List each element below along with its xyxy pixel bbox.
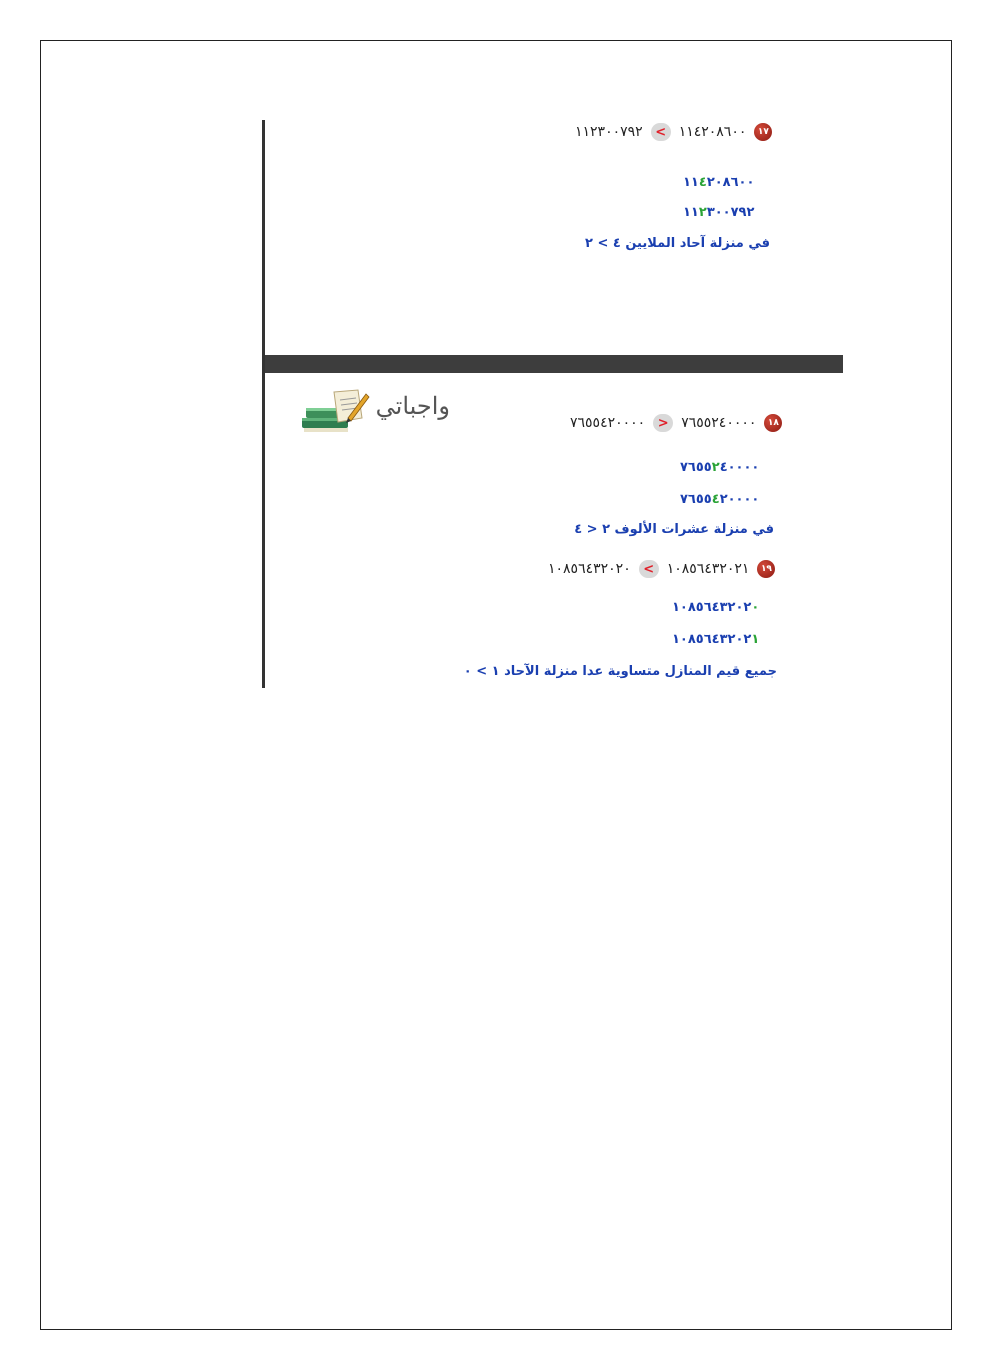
problem-19-aligned-number-2 (672, 632, 759, 647)
homework-logo (300, 388, 450, 434)
highlight-digit: ٤ (711, 492, 720, 507)
problem-18-comparison (570, 414, 782, 432)
digits-part: ١١ (683, 205, 699, 220)
problem-19-explanation: جميع قيم المنازل متساوية عدا منزلة الآحاد ١ > ٠ (463, 664, 777, 679)
problem-17-comparison (575, 123, 772, 141)
digits-part: ٢٠٨٦٠٠ (706, 175, 755, 190)
problem-17-explanation: في منزلة آحاد الملايين ٤ > ٢ (585, 236, 770, 251)
highlight-digit: ٢ (698, 205, 707, 220)
highlight-digit: ٠ (751, 600, 760, 615)
highlight-digit: ٤ (698, 175, 707, 190)
problem-18-comparison-symbol: > (653, 414, 673, 432)
page-border (40, 40, 952, 1330)
problem-17-aligned-number-2 (683, 205, 754, 220)
problem-17-comparison-symbol: < (651, 123, 671, 141)
problem-18-right-number: ٧٦٥٥٢٤٠٠٠٠ (681, 415, 757, 431)
digits-part: ٣٠٠٧٩٢ (706, 205, 755, 220)
problem-17-left-number: ١١٢٣٠٠٧٩٢ (575, 124, 643, 140)
problem-17-number-badge: ١٧ (754, 123, 772, 141)
problem-17-right-number: ١١٤٢٠٨٦٠٠ (678, 124, 747, 140)
problem-18-number-badge: ١٨ (764, 414, 782, 432)
homework-logo-text: واجباتي (375, 392, 450, 420)
digits-part: ١١ (683, 175, 699, 190)
problem-19-right-number: ١٠٨٥٦٤٣٢٠٢١ (666, 561, 750, 577)
digits-part: ٤٠٠٠٠ (719, 460, 760, 475)
problem-17-aligned-number-1 (683, 175, 754, 190)
left-margin-line (262, 120, 265, 688)
problem-18-aligned-number-2 (680, 492, 759, 507)
digits-part: ٧٦٥٥ (680, 492, 712, 507)
problem-19-aligned-number-1 (672, 600, 759, 615)
problem-18-left-number: ٧٦٥٥٤٢٠٠٠٠ (570, 415, 646, 431)
problem-19-comparison (548, 560, 775, 578)
digits-part: ٢٠٠٠٠ (719, 492, 760, 507)
books-pencil-icon (300, 388, 370, 434)
problem-19-comparison-symbol: < (639, 560, 659, 578)
problem-19-left-number: ١٠٨٥٦٤٣٢٠٢٠ (548, 561, 631, 577)
problem-18-explanation: في منزلة عشرات الألوف ٢ < ٤ (574, 522, 774, 537)
digits-part: ٧٦٥٥ (680, 460, 712, 475)
digits-part: ١٠٨٥٦٤٣٢٠٢ (672, 632, 752, 647)
problem-18-aligned-number-1 (680, 460, 759, 475)
highlight-digit: ٢ (711, 460, 720, 475)
digits-part: ١٠٨٥٦٤٣٢٠٢ (672, 600, 752, 615)
highlight-digit: ١ (751, 632, 760, 647)
section-divider (265, 355, 843, 373)
problem-19-number-badge: ١٩ (757, 560, 775, 578)
